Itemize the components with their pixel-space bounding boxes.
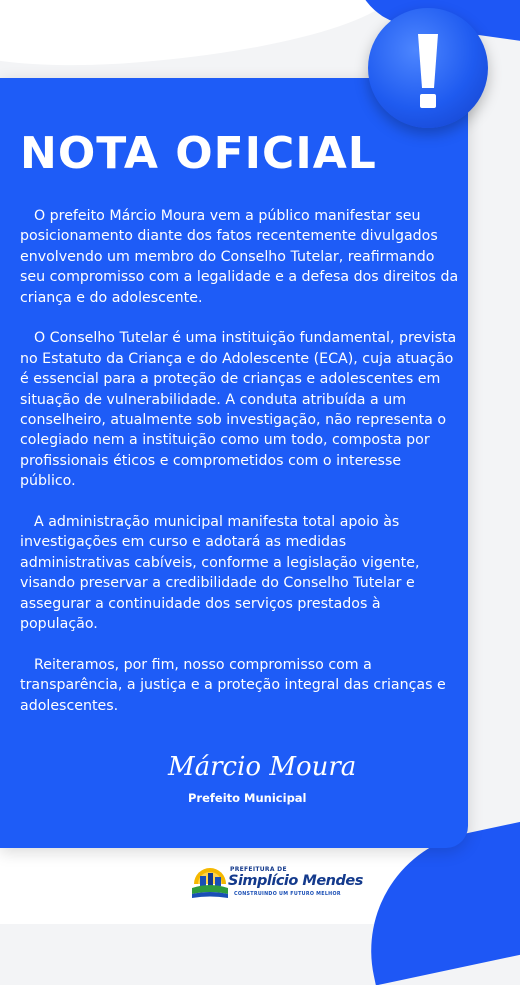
logo-top-text: PREFEITURA DE: [230, 866, 287, 873]
signature-title: Prefeito Municipal: [188, 791, 307, 805]
paragraph-4: Reiteramos, por fim, nosso compromisso com a transparência, a justiça e a proteção integral das crianças e adolescentes.: [20, 656, 446, 714]
municipality-logo: [190, 862, 363, 904]
logo-name: Simplício Mendes: [228, 873, 363, 889]
page-title: NOTA OFICIAL: [20, 128, 377, 179]
background-swoosh: [0, 0, 403, 76]
paragraph-3: A administração municipal manifesta total apoio às investigações em curso e adotará as medidas administrativas cabíveis, conforme a legislação vigente, visando preservar a credibilidade do Conselho Tutelar e assegurar a continuidade dos serviços prestados à população.: [20, 514, 420, 633]
sun-emblem-icon: [190, 862, 230, 902]
paragraph-2: O Conselho Tutelar é uma instituição fundamental, prevista no Estatuto da Criança e do Adolescente (ECA), cuja atuação é essencial para a proteção de crianças e adolescentes em situação de vulnerabilidade. A conduta atribuída a um conselheiro, atualmente sob investigação, não representa o colegiado nem a instituição como um todo, composta por profissionais éticos e comprometidos com o interesse público.: [20, 330, 457, 490]
exclamation-icon: [368, 8, 488, 128]
notice-body: [20, 206, 460, 737]
paragraph-1: O prefeito Márcio Moura vem a público manifestar seu posicionamento diante dos fatos recentemente divulgados envolvendo um membro do Conselho Tutelar, reafirmando seu compromisso com a legalidade e a defesa dos direitos da criança e do adolescente.: [20, 208, 459, 306]
logo-slogan: CONSTRUINDO UM FUTURO MELHOR: [234, 892, 341, 897]
signature: Márcio Moura: [168, 752, 357, 782]
